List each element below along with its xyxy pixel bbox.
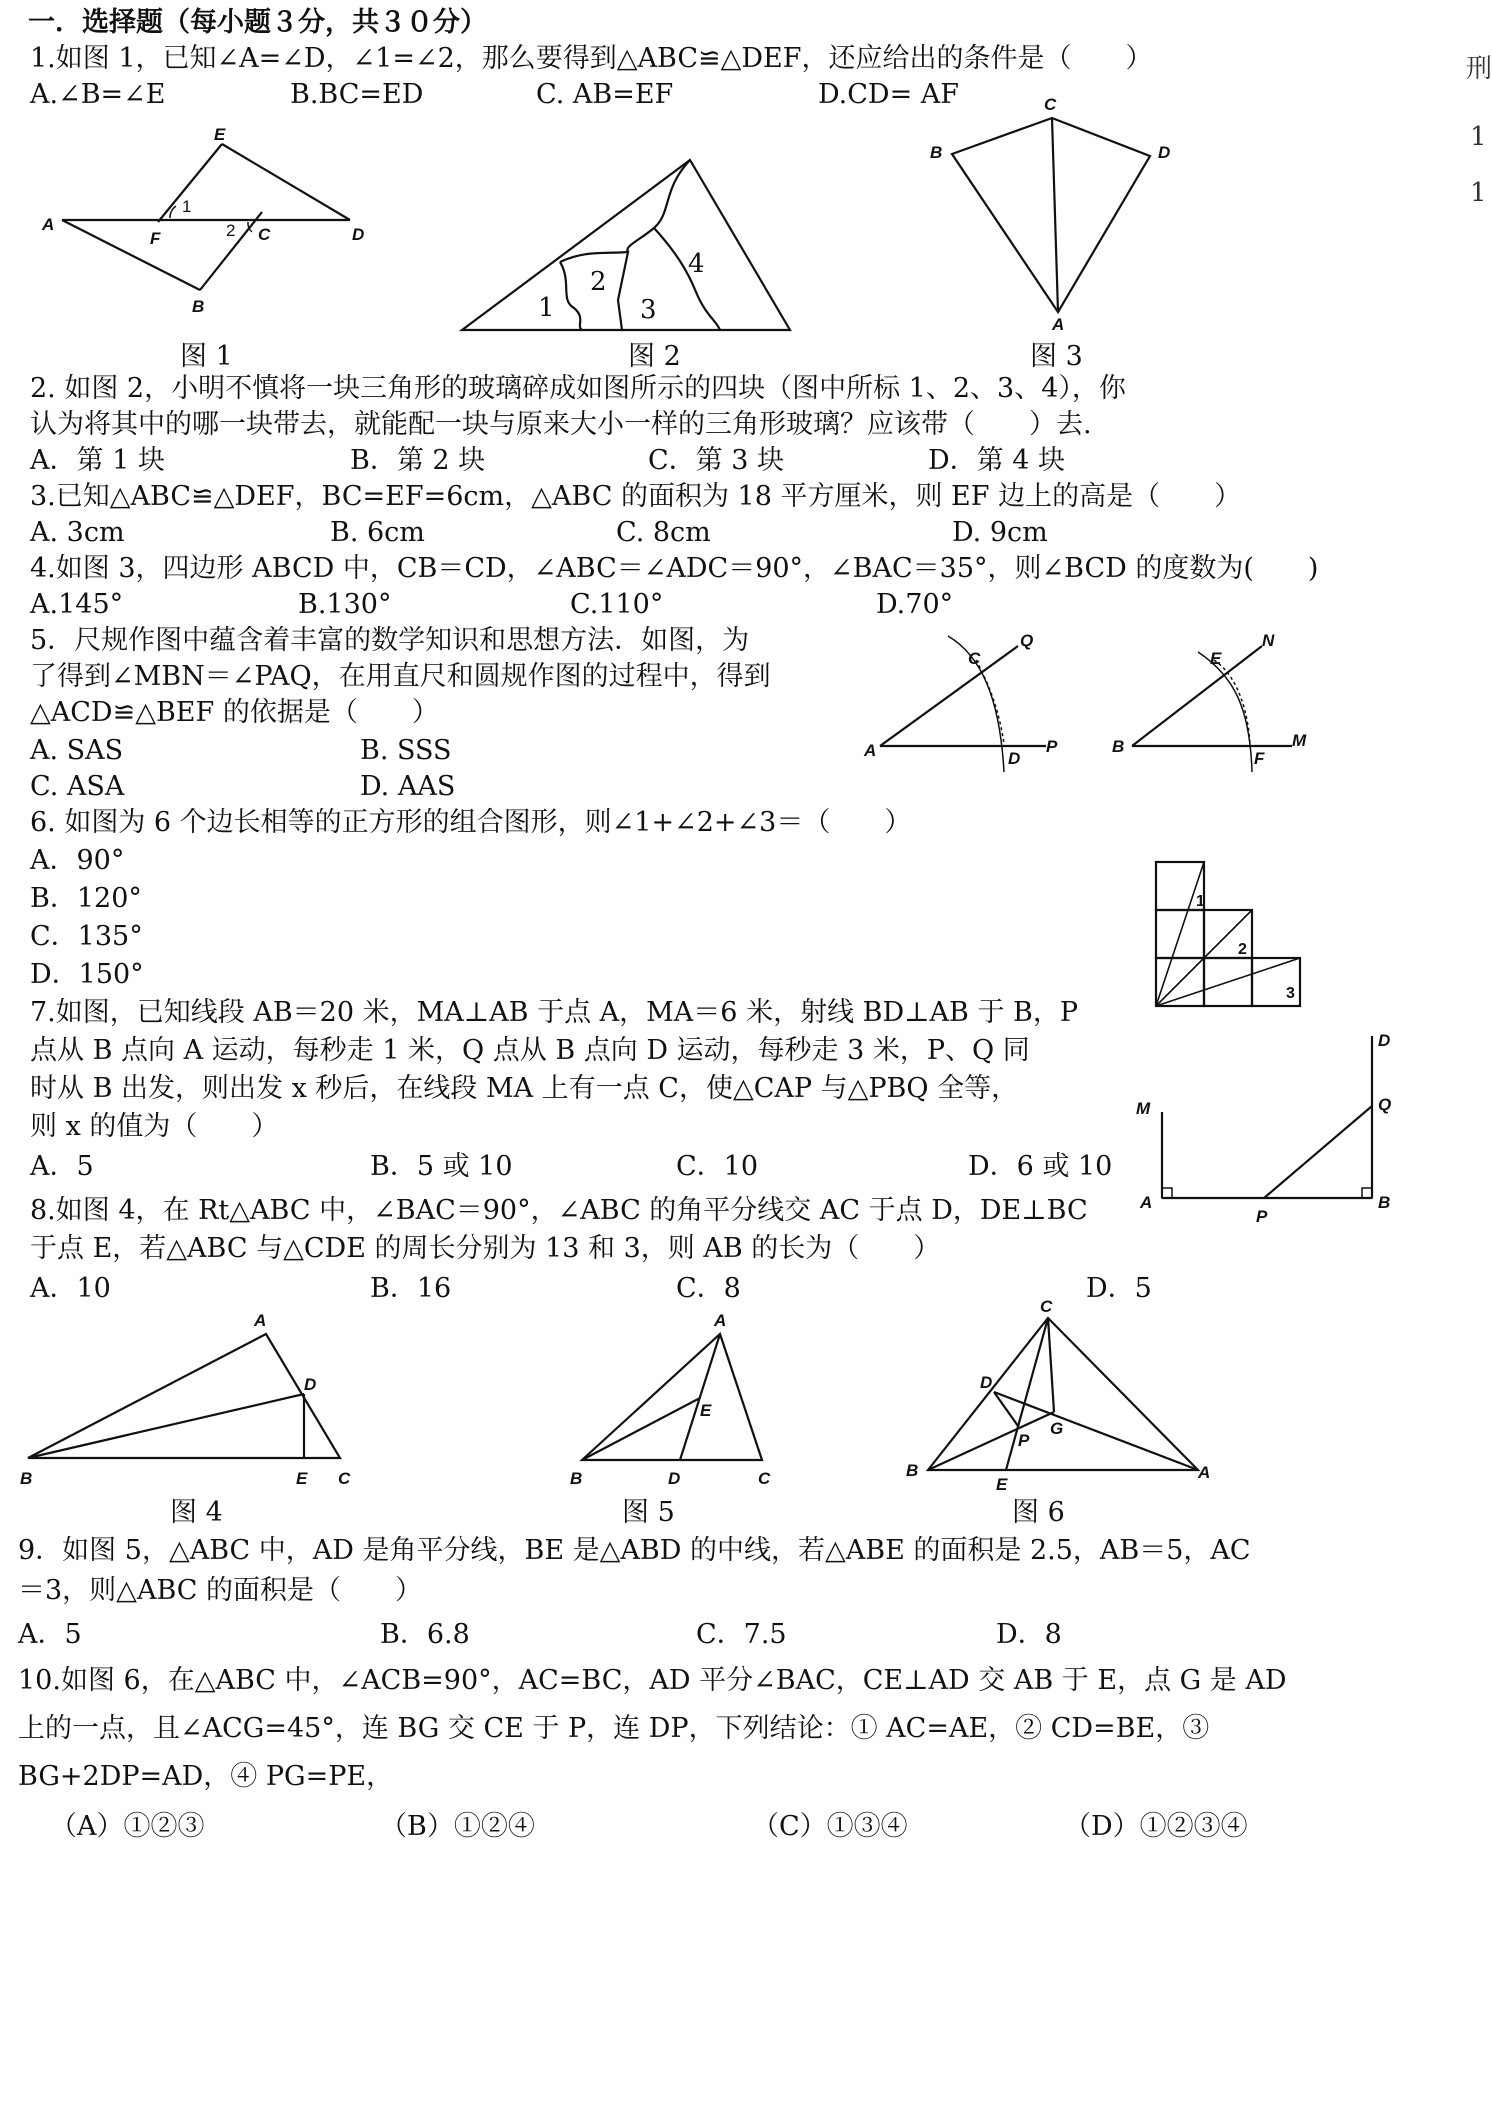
q7-line-2: 点从 B 点向 A 运动，每秒走 1 米，Q 点从 B 点向 D 运动，每秒走 3 米，P、Q 同	[30, 1035, 1030, 1066]
fig4-caption: 图 4	[170, 1497, 223, 1528]
q1-option-c: C. AB=EF	[536, 79, 674, 110]
q10-option-b: （B）①②④	[380, 1811, 535, 1842]
q8-option-c: C．8	[676, 1273, 741, 1304]
q9-option-b: B．6.8	[380, 1619, 470, 1650]
q9-line-2: ＝3，则△ABC 的面积是（ ）	[18, 1575, 423, 1606]
q4-stem: 4.如图 3，四边形 ABCD 中，CB＝CD，∠ABC＝∠ADC＝90°，∠BAC＝35°，则∠BCD 的度数为( )	[30, 553, 1319, 584]
q3-option-a: A. 3cm	[30, 517, 125, 548]
edge-mark: 刑	[1466, 54, 1492, 84]
q5-option-a: A. SAS	[30, 735, 124, 766]
fig6sq-angle-2: 2	[1238, 941, 1247, 958]
fig5b-label-n: N	[1262, 631, 1275, 650]
q3-option-c: C. 8cm	[616, 517, 711, 548]
fig3-label-b: B	[930, 143, 943, 162]
fig4-label-b: B	[20, 1469, 33, 1488]
q4-option-a: A.145°	[30, 589, 124, 620]
fig1-angle-2: 2	[226, 221, 236, 240]
edge-mark: 1	[1470, 178, 1487, 208]
fig1-caption: 图 1	[180, 341, 233, 372]
fig1-label-f: F	[150, 229, 161, 248]
fig3-label-a: A	[1052, 315, 1065, 334]
fig7-label-m: M	[1136, 1099, 1151, 1118]
q6-stem: 6. 如图为 6 个边长相等的正方形的组合图形，则∠1+∠2+∠3＝（ ）	[30, 807, 912, 838]
fig4-label-a: A	[254, 1311, 267, 1330]
q10-line-1: 10.如图 6，在△ABC 中，∠ACB=90°，AC=BC，AD 平分∠BAC，CE⊥AD 交 AB 于 E，点 G 是 AD	[18, 1665, 1287, 1696]
fig3-caption: 图 3	[1030, 341, 1083, 372]
q5-line-2: 了得到∠MBN＝∠PAQ，在用直尺和圆规作图的过程中，得到	[30, 661, 771, 692]
q8-line-1: 8.如图 4，在 Rt△ABC 中，∠BAC＝90°，∠ABC 的角平分线交 AC 于点 D，DE⊥BC	[30, 1195, 1088, 1226]
q6-option-a: A．90°	[30, 845, 125, 876]
q10-option-c: （C）①③④	[752, 1811, 908, 1842]
fig5b-label-f: F	[1254, 749, 1265, 768]
q1-option-d: D.CD= AF	[818, 79, 960, 110]
q8-option-d: D．5	[1086, 1273, 1152, 1304]
q4-option-d: D.70°	[876, 589, 954, 620]
q10-line-2: 上的一点，且∠ACG=45°，连 BG 交 CE 于 P，连 DP，下列结论：① AC=AE，② CD=BE，③	[18, 1713, 1210, 1744]
q4-option-c: C.110°	[570, 589, 664, 620]
fig5a-label-d: D	[1008, 749, 1021, 768]
fig1-label-e: E	[214, 125, 226, 144]
q10-option-a: （A）①②③	[50, 1811, 205, 1842]
fig5b-label-m: M	[1292, 731, 1307, 750]
q4-option-b: B.130°	[298, 589, 392, 620]
fig5a-label-p: P	[1046, 737, 1058, 756]
q5-line-1: 5．尺规作图中蕴含着丰富的数学知识和思想方法．如图，为	[30, 625, 750, 656]
fig2-caption: 图 2	[628, 341, 681, 372]
fig2-piece-4: 4	[688, 249, 705, 279]
fig3-label-d: D	[1158, 143, 1171, 162]
fig7-label-q: Q	[1378, 1095, 1392, 1114]
fig1-angle-1: 1	[182, 197, 192, 216]
q6-option-b: B．120°	[30, 883, 142, 914]
q2-line-2: 认为将其中的哪一块带去，就能配一块与原来大小一样的三角形玻璃？应该带（ ）去.	[30, 409, 1092, 440]
fig5b-label-e: E	[1210, 649, 1222, 668]
q6-option-d: D．150°	[30, 959, 144, 990]
fig6-caption: 图 6	[1012, 1497, 1065, 1528]
q3-stem: 3.已知△ABC≌△DEF，BC=EF=6cm，△ABC 的面积为 18 平方厘米，则 EF 边上的高是（ ）	[30, 481, 1242, 512]
q5-option-c: C. ASA	[30, 771, 125, 802]
fig2-piece-1: 1	[538, 293, 555, 323]
q1-option-a: A.∠B=∠E	[30, 79, 166, 110]
fig2-piece-3: 3	[640, 295, 657, 325]
q5-option-d: D. AAS	[360, 771, 456, 802]
q8-option-a: A．10	[30, 1273, 111, 1304]
q7-option-a: A．5	[30, 1151, 94, 1182]
fig2-piece-2: 2	[590, 267, 607, 297]
fig6-label-d: D	[980, 1373, 993, 1392]
q1-stem: 1.如图 1，已知∠A=∠D，∠1=∠2，那么要得到△ABC≌△DEF，还应给出的条件是（ ）	[30, 43, 1153, 74]
q2-line-1: 2. 如图 2，小明不慎将一块三角形的玻璃碎成如图所示的四块（图中所标 1、2、3、4），你	[30, 373, 1126, 404]
q7-option-c: C．10	[676, 1151, 759, 1182]
fig5-label-d: D	[668, 1469, 681, 1488]
q6-option-c: C．135°	[30, 921, 143, 952]
fig5-label-b: B	[570, 1469, 583, 1488]
fig5b-label-b: B	[1112, 737, 1125, 756]
fig5-label-e: E	[700, 1401, 712, 1420]
q7-line-4: 则 x 的值为（ ）	[30, 1111, 279, 1142]
q1-option-b: B.BC=ED	[290, 79, 424, 110]
fig7-label-a: A	[1140, 1193, 1153, 1212]
q2-option-c: C．第 3 块	[648, 445, 785, 476]
q7-line-1: 7.如图，已知线段 AB＝20 米，MA⊥AB 于点 A，MA＝6 米，射线 BD⊥AB 于 B，P	[30, 997, 1079, 1028]
fig5a-label-q: Q	[1020, 631, 1034, 650]
q5-line-3: △ACD≌△BEF 的依据是（ ）	[30, 697, 439, 728]
q8-line-2: 于点 E，若△ABC 与△CDE 的周长分别为 13 和 3，则 AB 的长为（ ）	[30, 1233, 941, 1264]
q10-line-3: BG+2DP=AD，④ PG=PE，	[18, 1761, 394, 1792]
q9-option-d: D．8	[996, 1619, 1062, 1650]
fig1-label-a: A	[42, 215, 55, 234]
fig6-label-c: C	[1040, 1297, 1053, 1316]
fig4-label-c: C	[338, 1469, 351, 1488]
q7-option-b: B．5 或 10	[370, 1151, 513, 1182]
fig5-label-a: A	[714, 1311, 727, 1330]
fig7-label-b: B	[1378, 1193, 1391, 1212]
fig5-label-c: C	[758, 1469, 771, 1488]
fig1-label-d: D	[352, 225, 365, 244]
fig5-caption: 图 5	[622, 1497, 675, 1528]
fig6sq-angle-3: 3	[1286, 985, 1295, 1002]
q8-option-b: B．16	[370, 1273, 452, 1304]
q9-option-c: C．7.5	[696, 1619, 787, 1650]
fig7-label-p: P	[1256, 1207, 1268, 1226]
q2-option-a: A．第 1 块	[30, 445, 165, 476]
fig6-label-g: G	[1050, 1419, 1064, 1438]
fig7-label-d: D	[1378, 1031, 1391, 1050]
q3-option-d: D. 9cm	[952, 517, 1048, 548]
fig6-label-a: A	[1198, 1463, 1211, 1482]
fig6sq-angle-1: 1	[1196, 893, 1205, 910]
q9-line-1: 9．如图 5，△ABC 中，AD 是角平分线，BE 是△ABD 的中线，若△ABE 的面积是 2.5，AB＝5，AC	[18, 1535, 1251, 1566]
q9-option-a: A．5	[18, 1619, 82, 1650]
q2-option-b: B．第 2 块	[350, 445, 486, 476]
fig3-label-c: C	[1044, 95, 1057, 114]
fig4-label-d: D	[304, 1375, 317, 1394]
edge-mark: 1	[1470, 122, 1487, 152]
fig1-label-c: C	[258, 225, 271, 244]
fig5a-label-c: C	[968, 649, 981, 668]
fig4-label-e: E	[296, 1469, 308, 1488]
fig5a-label-a: A	[864, 741, 877, 760]
section-title: 一．选择题（每小题３分，共３０分）	[28, 7, 487, 38]
q2-option-d: D．第 4 块	[928, 445, 1065, 476]
q10-option-d: （D）①②③④	[1064, 1811, 1248, 1842]
fig6-label-e: E	[996, 1475, 1008, 1494]
q3-option-b: B. 6cm	[330, 517, 425, 548]
q7-option-d: D．6 或 10	[968, 1151, 1113, 1182]
q7-line-3: 时从 B 出发，则出发 x 秒后，在线段 MA 上有一点 C，使△CAP 与△PBQ 全等，	[30, 1073, 1019, 1104]
fig6-label-p: P	[1018, 1431, 1030, 1450]
fig1-label-b: B	[192, 297, 205, 316]
q5-option-b: B. SSS	[360, 735, 452, 766]
fig6-label-b: B	[906, 1461, 919, 1480]
